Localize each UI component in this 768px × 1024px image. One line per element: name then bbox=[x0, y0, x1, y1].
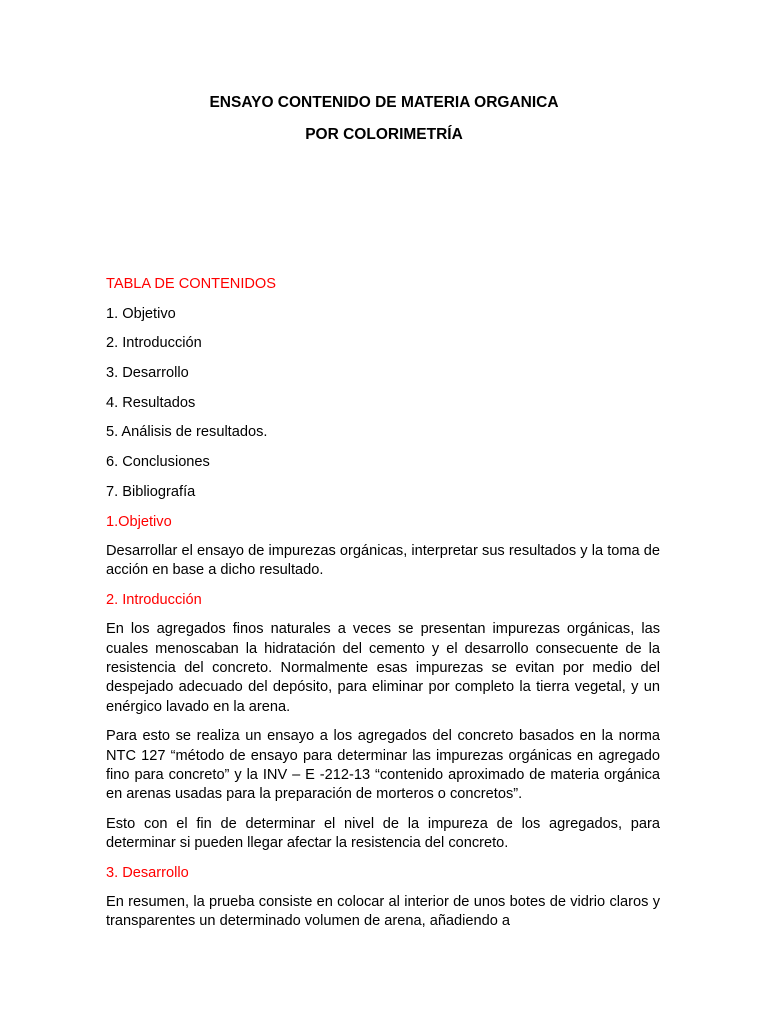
paragraph-introduccion-2: Para esto se realiza un ensayo a los agregados del concreto basados en la norma NTC 127 “método de ensayo para determinar las impurezas orgánicas en agregado fino para concreto” y la INV – E -212-13 “contenido aproximado de materia orgánica en arenas usadas para la preparación de morteros o concretos”. bbox=[106, 728, 660, 803]
document-title-line-2: POR COLORIMETRÍA bbox=[305, 126, 463, 143]
toc-item-resultados: 4. Resultados bbox=[106, 394, 196, 411]
toc-item-objetivo: 1. Objetivo bbox=[106, 305, 176, 322]
table-of-contents bbox=[106, 305, 660, 503]
paragraph-introduccion-3: Esto con el fin de determinar el nivel de la impureza de los agregados, para determinar si pueden llegar afectar la resistencia del concreto. bbox=[106, 815, 660, 852]
toc-item-bibliografia: 7. Bibliografía bbox=[106, 483, 196, 500]
toc-item-conclusiones: 6. Conclusiones bbox=[106, 454, 210, 471]
section-heading-introduccion: 2. Introducción bbox=[106, 591, 202, 608]
section-heading-desarrollo: 3. Desarrollo bbox=[106, 864, 189, 881]
toc-heading: TABLA DE CONTENIDOS bbox=[106, 276, 277, 292]
document-title-line-1: ENSAYO CONTENIDO DE MATERIA ORGANICA bbox=[209, 94, 559, 111]
toc-item-introduccion: 2. Introducción bbox=[106, 335, 202, 352]
document-body bbox=[106, 275, 660, 942]
section-heading-objetivo: 1.Objetivo bbox=[106, 513, 172, 530]
paragraph-objetivo: Desarrollar el ensayo de impurezas orgánicas, interpretar sus resultados y la toma de acción en base a dicho resultado. bbox=[106, 542, 660, 579]
toc-item-desarrollo: 3. Desarrollo bbox=[106, 365, 189, 381]
paragraph-desarrollo-1: En resumen, la prueba consiste en colocar al interior de unos botes de vidrio claros y transparentes un determinado volumen de arena, añadiendo a bbox=[106, 894, 660, 930]
toc-item-analisis: 5. Análisis de resultados. bbox=[106, 424, 268, 441]
paragraph-introduccion-1: En los agregados finos naturales a veces se presentan impurezas orgánicas, las cuales menoscaban la hidratación del cemento y el desarrollo consecuente de la resistencia del concreto. Normalmente esas impurezas se evitan por medio del despejado adecuado del depósito, para eliminar por completo la tierra vegetal, y un enérgico lavado en la arena. bbox=[106, 621, 660, 715]
